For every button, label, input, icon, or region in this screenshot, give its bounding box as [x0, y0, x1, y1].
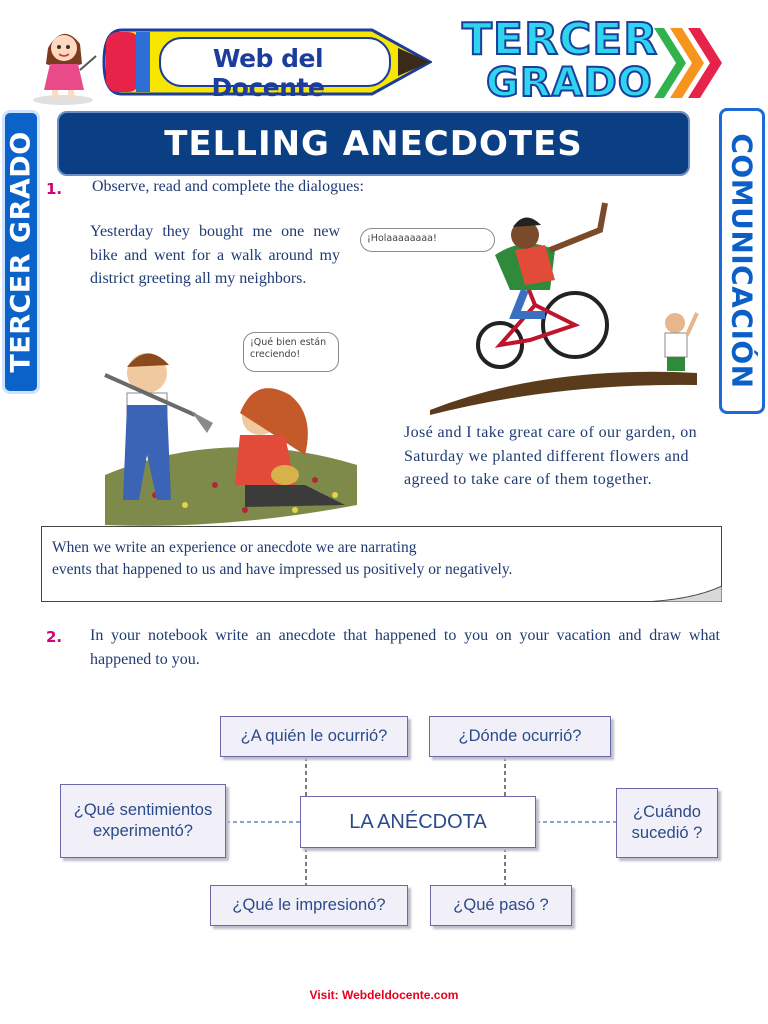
activity-2-instruction: In your notebook write an anecdote that happened to you on your vacation and draw what happened to you. [90, 627, 720, 668]
side-banner-grade-text: TERCER GRADO [5, 131, 37, 373]
map-node-what: ¿Qué pasó ? [430, 885, 572, 926]
map-center-node: LA ANÉCDOTA [300, 796, 536, 848]
logo-text: Web del Docente [211, 44, 325, 102]
story-bike-text: Yesterday they bought me one new bike and went for a walk around my district greeting all my neighbors. [90, 223, 340, 287]
map-node-who: ¿A quién le ocurrió? [220, 716, 408, 757]
side-banner-grade [2, 110, 40, 394]
speech-bubble-bike: ¡Holaaaaaaaa! [360, 228, 495, 252]
activity-1-number: 1. [46, 180, 63, 198]
story-garden-text: José and I take great care of our garden, on Saturday we planted different flowers and agreed to take care of them together. [404, 424, 698, 488]
map-node-feelings: ¿Qué sentimientos experimentó? [60, 784, 226, 858]
concept-note-line-1: When we write an experience or anecdote we are narrating [52, 539, 417, 556]
concept-note-line-2: events that happened to us and have impressed us positively or negatively. [52, 560, 513, 578]
boy-on-bike-illustration [425, 195, 700, 415]
teacher-mascot-illustration [28, 14, 98, 106]
side-banner-subject [719, 108, 765, 414]
concept-note-text [52, 537, 652, 580]
children-gardening-illustration [95, 335, 360, 530]
page-title-bar [57, 111, 690, 176]
activity-1-instruction: Observe, read and complete the dialogues: [92, 178, 364, 195]
activity-2-number: 2. [46, 628, 63, 646]
map-node-when: ¿Cuándo sucedió ? [616, 788, 718, 858]
chevron-arrows-icon [650, 18, 730, 108]
speech-bubble-garden: ¡Qué bien están creciendo! [243, 332, 339, 372]
footer-link[interactable]: Visit: Webdeldocente.com [309, 988, 459, 1002]
side-banner-subject-text: COMUNICACIÓN [725, 133, 759, 389]
page-title: TELLING ANECDOTES [164, 123, 583, 164]
map-node-where: ¿Dónde ocurrió? [429, 716, 611, 757]
page-curl-icon [642, 586, 722, 602]
grade-label-line1: TERCER [462, 14, 659, 65]
map-node-impressed: ¿Qué le impresionó? [210, 885, 408, 926]
grade-label-line2: GRADO [486, 60, 653, 106]
concept-note-box [41, 526, 722, 602]
